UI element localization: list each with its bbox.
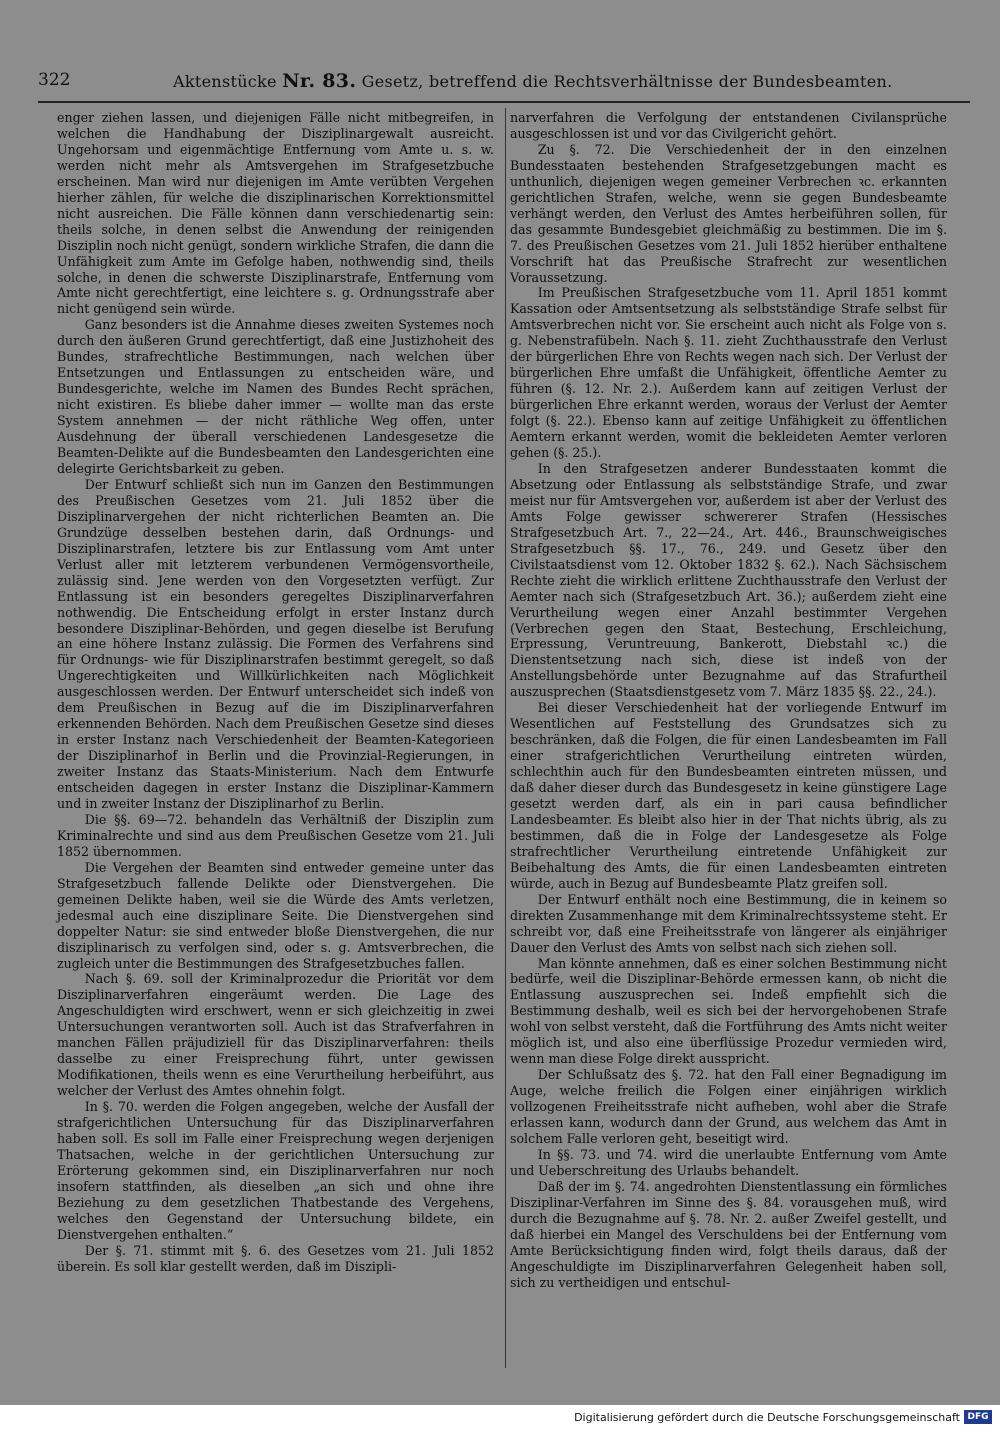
paragraph: Man könnte annehmen, daß es einer solchen Bestimmung nicht bedürfe, weil die Disziplinar-Behörde ermessen kann, ob nicht die Entlassung auszusprechen sei. Indeß empfiehlt sich die Bestimmung deshalb, weil es sich bei der hervorgehobenen Strafe wohl von selbst versteht, daß die Fortführung des Amts nicht weiter möglich ist, und also eine überflüssige Prozedur vermieden wird, wenn man diese Folge direkt ausspricht. [510,955,947,1067]
header-title: Gesetz, betreffend die Rechtsverhältnisse der Bundesbeamten. [361,72,893,91]
left-column [57,110,494,1275]
paragraph: Der Entwurf enthält noch eine Bestimmung, die in keinem so direkten Zusammenhange mit dem Kriminalrechtssysteme steht. Er schreibt vor, daß eine Freiheitsstrafe von längerer als einjähriger Dauer den Verlust des Amts von selbst nach sich ziehen soll. [510,891,947,955]
paragraph: Der Schlußsatz des §. 72. hat den Fall einer Begnadigung im Auge, welche freilich die Folgen einer einjährigen wirklich vollzogenen Freiheitsstrafe nicht aufheben, wohl aber die Strafe erlassen kann, wodurch dann der Grund, aus welchem das Amt in solchem Falle verloren geht, beseitigt wird. [510,1067,947,1146]
right-column [510,110,947,1291]
paragraph: Die Vergehen der Beamten sind entweder gemeine unter das Strafgesetzbuch fallende Delikte oder Dienstvergehen. Die gemeinen Delikte haben, weil sie die Würde des Amts verletzen, jedesmal auch eine disziplinare Seite. Die Dienstvergehen sind doppelter Natur: sie sind entweder bloße Dienstvergehen, die nur disziplinarisch zu verfolgen sind, oder s. g. Amtsverbrechen, die zugleich unter die Bestimmungen des Strafgesetzbuches fallen. [57,859,494,971]
paragraph: Zu §. 72. Die Verschiedenheit der in den einzelnen Bundesstaaten bestehenden Strafgesetzgebungen macht es unthunlich, diejenigen wegen gemeiner Verbrechen ꝛc. erkannten gerichtlichen Strafen, welche, wenn sie gegen Bundesbeamte verhängt werden, den Verlust des Amtes herbeiführen sollen, für das gesammte Bundesgebiet gleichmäßig zu bestimmen. Die im §. 7. des Preußischen Gesetzes vom 21. Juli 1852 hierüber enthaltene Vorschrift hat das Preußische Strafrecht zur wesentlichen Voraussetzung. [510,141,947,285]
paragraph: In den Strafgesetzen anderer Bundesstaaten kommt die Absetzung oder Entlassung als selbstständige Strafe, und zwar meist nur für Amtsvergehen vor, außerdem ist aber der Verlust des Amts Folge gewisser schwererer Strafen (Hessisches Strafgesetzbuch Art. 7., 22—24., Art. 446., Braunschweigisches Strafgesetzbuch §§. 17., 76., 249. und Gesetz über den Civilstaatsdienst vom 12. Oktober 1832 §. 62.). Nach Sächsischem Rechte zieht die wirklich erlittene Zuchthausstrafe den Verlust der Aemter nach sich (Strafgesetzbuch Art. 36.); außerdem zieht eine Verurtheilung wegen einer Anzahl bestimmter Vergehen (Verbrechen gegen den Staat, Bestechung, Erschleichung, Erpressung, Veruntreuung, Bankerott, Diebstahl ꝛc.) die Dienstentsetzung nach sich, diese ist indeß von der Anstellungsbehörde unter Bezugnahme auf das Strafurtheil auszusprechen (Staatsdienstgesetz vom 7. März 1835 §§. 22., 24.). [510,460,947,700]
dfg-logo: DFG [964,1410,992,1424]
paragraph: In §. 70. werden die Folgen angegeben, welche der Ausfall der strafgerichtlichen Untersuchung für das Disziplinarverfahren haben soll. Es soll im Falle einer Freisprechung wegen derjenigen Thatsachen, welche in der gerichtlichen Untersuchung zur Erörterung gekommen sind, ein Disziplinarverfahren nur noch insofern stattfinden, als dieselben „an sich und ohne ihre Beziehung zu dem gesetzlichen Thatbestande des Vergehens, welches den Gegenstand der Untersuchung bildete, ein Dienstvergehen enthalten.“ [57,1099,494,1242]
paragraph: enger ziehen lassen, und diejenigen Fälle nicht mitbegreifen, in welchen die Handhabung der Disziplinargewalt ausreicht. Ungehorsam und eigenmächtige Entfernung vom Amte u. s. w. werden nicht mehr als Amtsvergehen im Strafgesetzbuche erscheinen. Man wird nur diejenigen im Amte verübten Vergehen hierher zählen, für welche die disziplinarischen Korrektionsmittel nicht ausreichen. Die Fälle können dann verschiedenartig sein: theils solche, in denen selbst die Anwendung der reinigenden Disziplin noch nicht genügt, sondern wirkliche Strafen, die dann die Unfähigkeit zum Amte im Gefolge haben, nothwendig sind, theils solche, in denen die schwerste Disziplinarstrafe, Entfernung vom Amte nicht gerechtfertigt, eine leichtere s. g. Ordnungsstrafe aber nicht genügend sein würde. [57,110,494,317]
header-prefix: Aktenstücke [173,72,277,91]
page-header [38,68,968,98]
paragraph: In §§. 73. und 74. wird die unerlaubte Entfernung vom Amte und Ueberschreitung des Urlaubs behandelt. [510,1146,947,1178]
paragraph: Der Entwurf schließt sich nun im Ganzen den Bestimmungen des Preußischen Gesetzes vom 21. Juli 1852 über die Disziplinarvergehen der nicht richterlichen Beamten an. Die Grundzüge desselben bestehen darin, daß Ordnungs- und Disziplinarstrafen, letztere bis zur Entlassung vom Amt unter Verlust aller mit letzterem verbundenen Vermögensvortheile, zulässig sind. Jene werden von den Vorgesetzten verfügt. Zur Entlassung ist ein besonders geregeltes Disziplinarverfahren nothwendig. Die Entscheidung erfolgt in erster Instanz durch besondere Disziplinar-Behörden, und gegen dieselbe ist Berufung an eine höhere Instanz zulässig. Die Formen des Verfahrens sind für Ordnungs- wie für Disziplinarstrafen bestimmt geregelt, so daß Ungerechtigkeiten und Willkürlichkeiten nach Möglichkeit ausgeschlossen werden. Der Entwurf unterscheidet sich indeß von dem Preußischen in Bezug auf die im Disziplinarverfahren erkennenden Behörden. Nach dem Preußischen Gesetze sind dieses in erster Instanz nach Verschiedenheit der Beamten-Kategorieen der Disziplinarhof in Berlin und die Provinzial-Regierungen, in zweiter Instanz das Staats-Ministerium. Nach dem Entwurfe entscheiden dagegen in erster Instanz die Disziplinar-Kammern und in zweiter Instanz der Disziplinarhof zu Berlin. [57,476,494,811]
document-number: Nr. 83. [282,70,357,92]
paragraph: narverfahren die Verfolgung der entstandenen Civilansprüche ausgeschlossen ist und vor das Civilgericht gehört. [510,110,947,141]
paragraph: Im Preußischen Strafgesetzbuche vom 11. April 1851 kommt Kassation oder Amtsentsetzung als selbstständige Strafe selbst für Amtsverbrechen nicht vor. Sie erscheint auch nicht als Folge von s. g. Nebenstrafübeln. Nach §. 11. zieht Zuchthausstrafe den Verlust der bürgerlichen Ehre von Rechts wegen nach sich. Der Verlust der bürgerlichen Ehre umfaßt die Unfähigkeit, öffentliche Aemter zu führen (§. 12. Nr. 2.). Außerdem kann auf zeitigen Verlust der bürgerlichen Ehre erkannt werden, woraus der Verlust der Aemter folgt (§. 22.). Ebenso kann auf zeitige Unfähigkeit zu öffentlichen Aemtern erkannt werden, womit die bekleideten Aemter verloren gehen (§. 25.). [510,285,947,461]
paragraph: Der §. 71. stimmt mit §. 6. des Gesetzes vom 21. Juli 1852 überein. Es soll klar gestellt werden, daß im Diszipli- [57,1242,494,1274]
paragraph: Bei dieser Verschiedenheit hat der vorliegende Entwurf im Wesentlichen auf Feststellung des Grundsatzes sich zu beschränken, daß die Folgen, die für einen Landesbeamten im Fall einer strafgerichtlichen Verurtheilung eintreten würden, schlechthin auch für den Bundesbeamten eintreten müssen, und daß daher dieser durch das Bundesgesetz in keine günstigere Lage gesetzt werden darf, als ein in pari causa befindlicher Landesbeamter. Es bleibt also hier in der That nichts übrig, als zu bestimmen, daß die in Folge der Landesgesetze als Folge strafrechtlicher Verurtheilung eintretende Unfähigkeit zur Beibehaltung des Amts, die für einen Landesbeamten eintreten würde, auch in Bezug auf Bundesbeamte Platz greifen soll. [510,700,947,891]
page-number: 322 [38,70,71,90]
column-divider [505,108,506,1368]
header-rule [38,101,970,103]
paragraph: Daß der im §. 74. angedrohten Dienstentlassung ein förmliches Disziplinar-Verfahren im Sinne des §. 84. vorausgehen muß, wird durch die Bezugnahme auf §. 78. Nr. 2. außer Zweifel gestellt, und daß hierbei ein Mangel des Verschuldens bei der Entfernung vom Amte Berücksichtigung finden wird, folgt theils daraus, daß der Angeschuldigte im Disziplinarverfahren Gelegenheit haben soll, sich zu vertheidigen und entschul- [510,1178,947,1290]
paragraph: Die §§. 69—72. behandeln das Verhältniß der Disziplin zum Kriminalrechte und sind aus dem Preußischen Gesetze vom 21. Juli 1852 übernommen. [57,811,494,859]
footer [0,1405,1000,1432]
running-title [173,70,893,92]
footer-credit: Digitalisierung gefördert durch die Deutsche Forschungsgemeinschaft [574,1411,960,1424]
paragraph: Nach §. 69. soll der Kriminalprozedur die Priorität vor dem Disziplinarverfahren eingeräumt werden. Die Lage des Angeschuldigten wird erschwert, wenn er sich gleichzeitig in zwei Untersuchungen verantworten soll. Auch ist das Strafverfahren in manchen Fällen präjudiziell für das Disziplinarverfahren: theils dasselbe zu einer Freisprechung führt, unter gewissen Modifikationen, theils wenn es eine Verurtheilung herbeiführt, aus welcher der Verlust des Amtes ohnehin folgt. [57,971,494,1099]
paragraph: Ganz besonders ist die Annahme dieses zweiten Systemes noch durch den äußeren Grund gerechtfertigt, daß eine Justizhoheit des Bundes, strafrechtliche Bestimmungen, nach welchen über Entsetzungen und Entlassungen zu entscheiden wäre, und Bundesgerichte, welche im Namen des Bundes Recht sprächen, nicht existiren. Es bliebe daher immer — wollte man das erste System annehmen — der nicht räthliche Weg offen, unter Ausdehnung der überall verschiedenen Landesgesetze die Beamten-Delikte auf die Bundesbeamten den Landesgerichten eine delegirte Gerichtsbarkeit zu geben. [57,317,494,476]
